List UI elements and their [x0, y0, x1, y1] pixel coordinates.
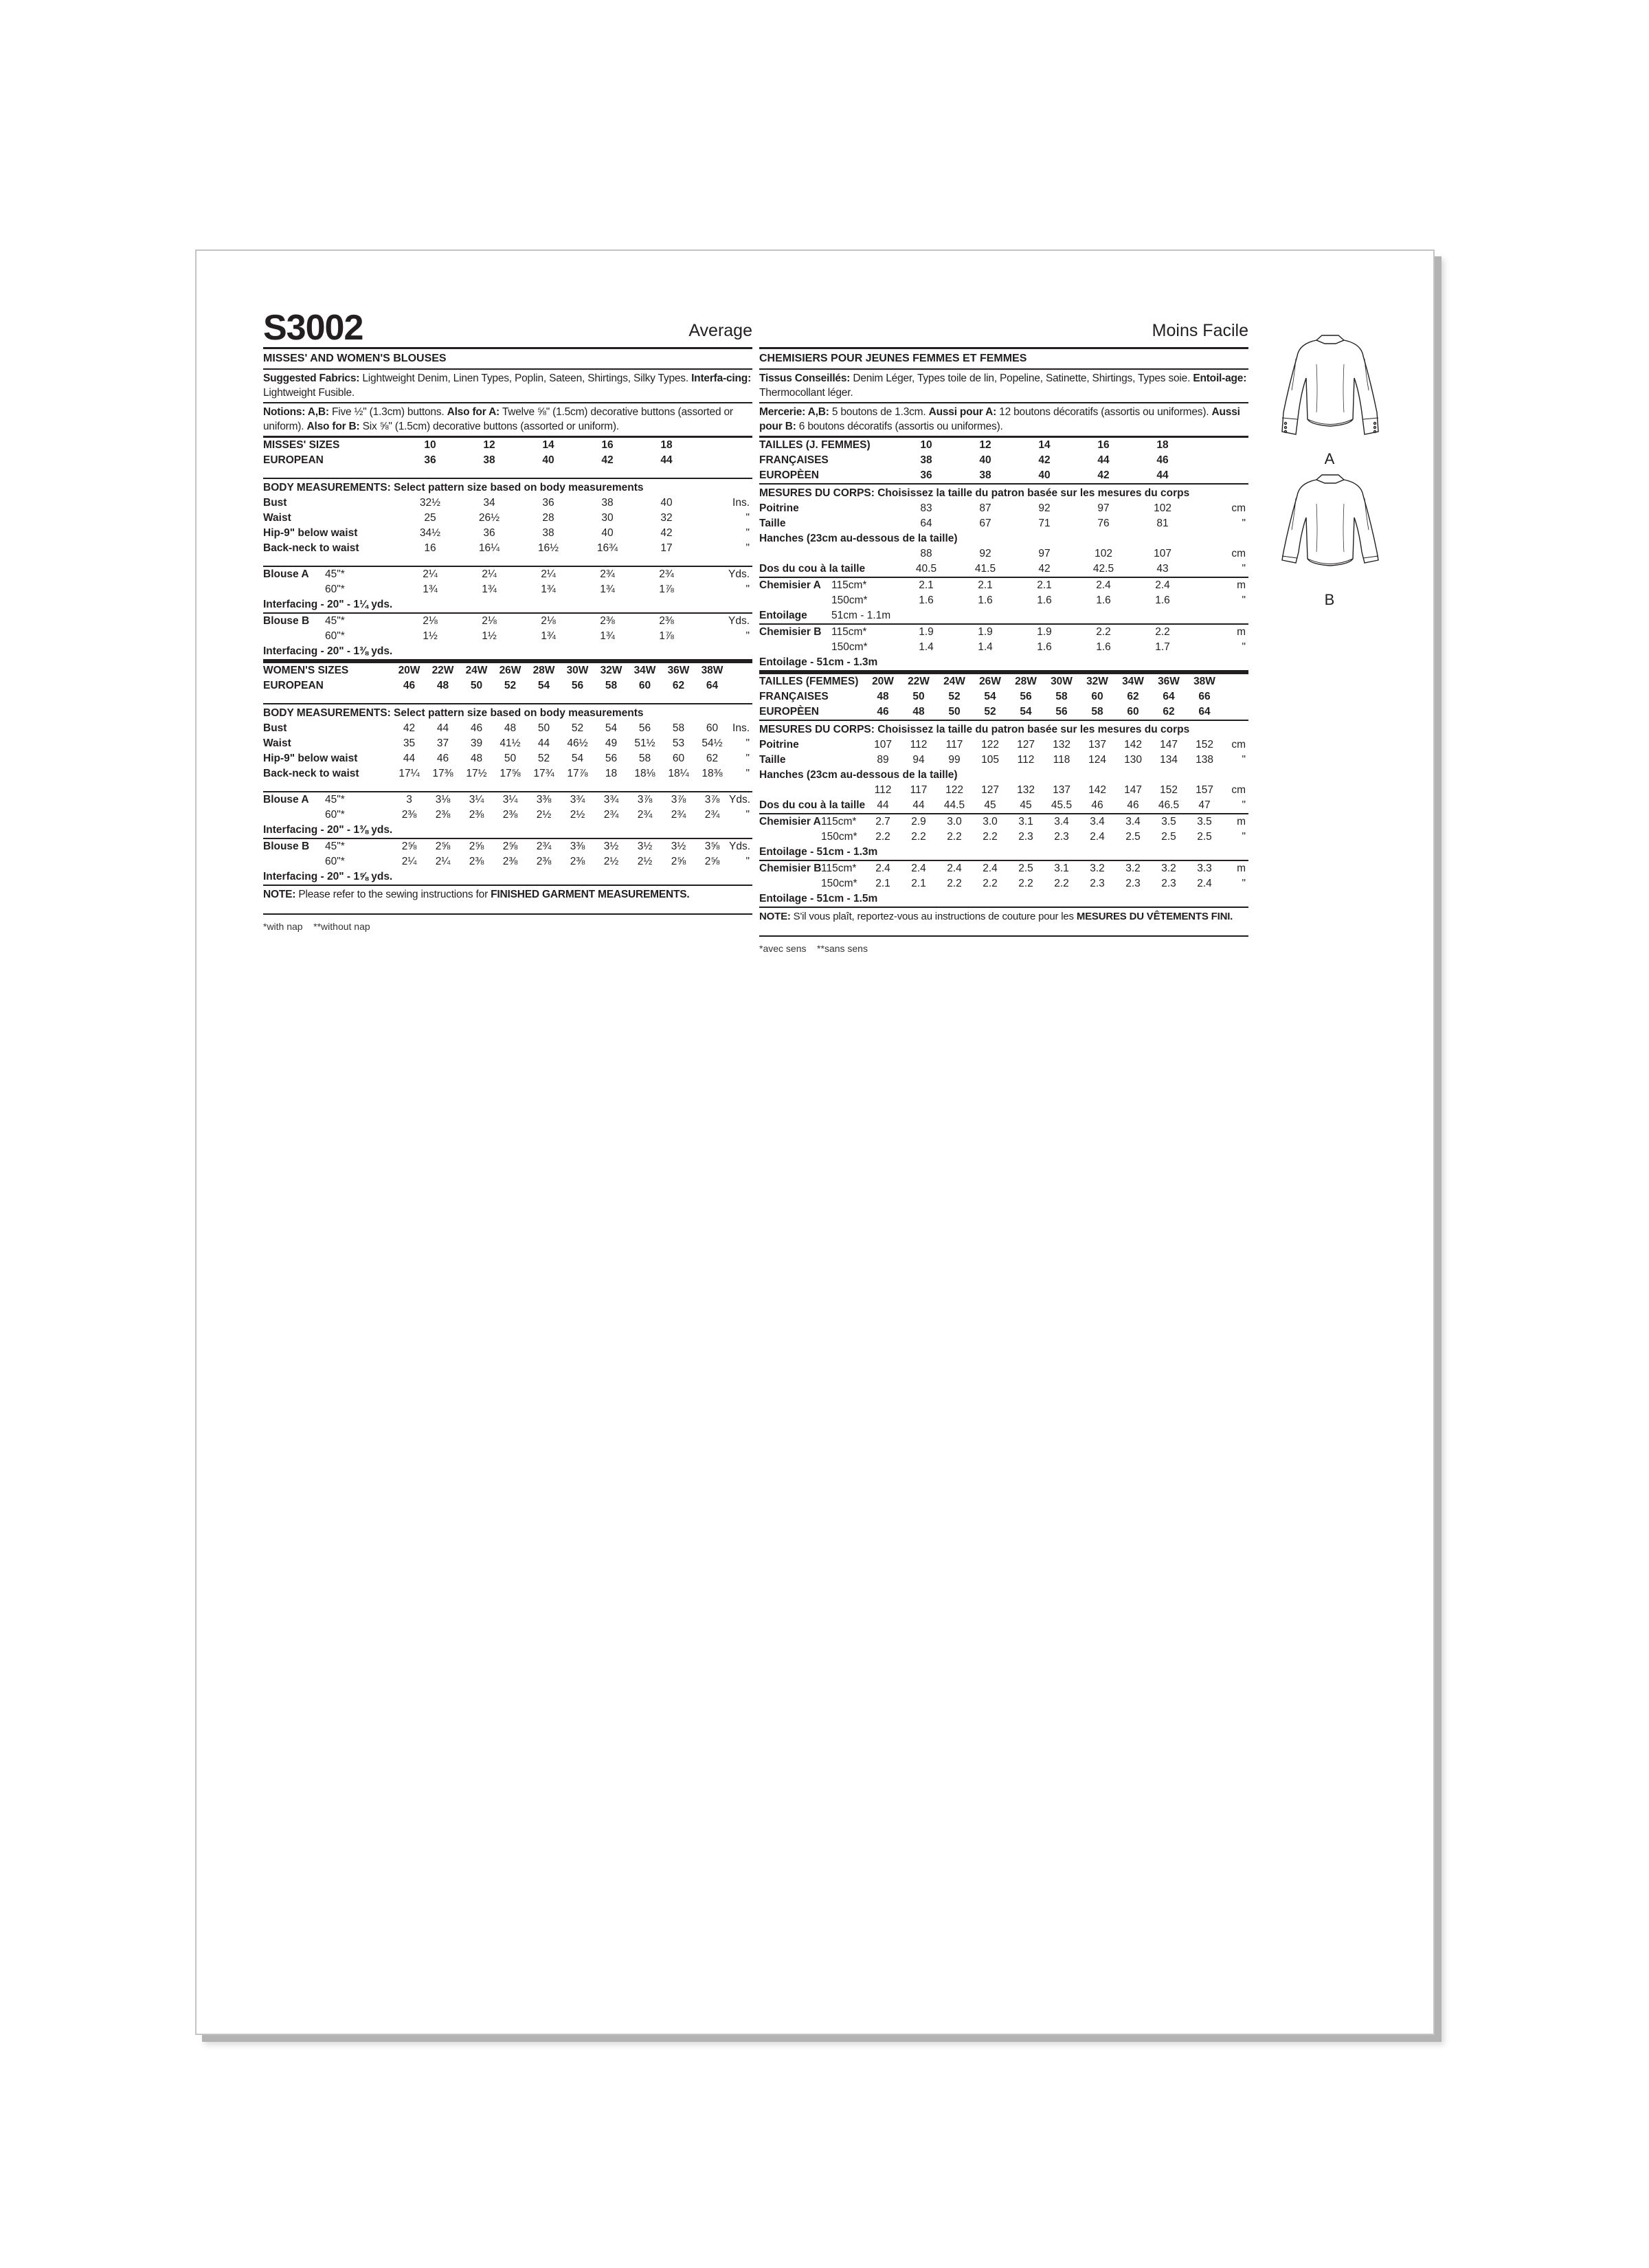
table-row: Blouse B 45"* 2⅛ 2⅛ 2⅛ 2⅜ 2⅜ Yds.: [263, 615, 750, 627]
women-blouse-b-yardage: [263, 839, 752, 885]
finished-measurements-note: NOTE: Please refer to the sewing instructions for FINISHED GARMENT MEASUREMENTS.: [263, 889, 690, 900]
french-column: [759, 347, 1248, 956]
table-row: Chemisier A 115cm* 2.1 2.1 2.1 2.4 2.4 m: [759, 579, 1246, 591]
table-row: Back-neck to waist 16 16¼ 16½ 16¾ 17 ": [263, 542, 750, 554]
interfacing-line: Interfacing - 20" - 1⅜ yds.: [263, 824, 393, 836]
table-row: EUROPEAN 36 38 40 42 44: [263, 454, 673, 466]
table-row: 150cm* 2.2 2.2 2.2 2.2 2.3 2.3 2.4 2.5 2.5 2.5 ": [821, 831, 1246, 843]
table-row: Blouse B 45"* 2⅝ 2⅝ 2⅝ 2⅝ 2¾ 3⅜ 3½ 3½ 3½ 3⅝ Yds.: [263, 841, 751, 852]
mercerie: Mercerie: A,B: 5 boutons de 1.3cm. Aussi pour A: 12 boutons décoratifs (assortis ou uniformes). Aussi pour B: 6 boutons décoratifs (assortis ou uniformes).: [759, 406, 1240, 432]
english-title: MISSES' AND WOMEN'S BLOUSES: [263, 353, 447, 364]
finished-measurements-note-fr: NOTE: S'il vous plaît, reportez-vous au instructions de couture pour les MESURES DU VÊTEMENTS FINI.: [759, 911, 1233, 922]
women-blouse-a-yardage: [263, 792, 752, 838]
french-misses-sizes-table: [759, 438, 1248, 483]
french-women-chemisier-b: Chemisier B 115cm* 2.4 2.4 2.4 2.4 2.5 3.1 3.2 3.2 3.2 3.3 m 150cm* 2.1 2.1 2.2 2.2 2.2 2.2 2.3 2.3 2.3 2.4 " Entoilage - 51cm - 1.5m: [759, 861, 1248, 907]
table-row: FRANÇAISES 38 40 42 44 46: [759, 454, 1169, 466]
sens-footnote: *avec sens **sans sens: [759, 943, 868, 954]
table-row: Chemisier B 115cm* 1.9 1.9 1.9 2.2 2.2 m: [759, 626, 1246, 638]
blouse-b-illustration: [1268, 463, 1392, 590]
french-title: CHEMISIERS POUR JEUNES FEMMES ET FEMMES: [759, 353, 1027, 364]
women-sizes-table: [263, 663, 752, 693]
mesures-du-corps-heading: MESURES DU CORPS: Choisissez la taille du patron basée sur les mesures du corps: [759, 724, 1190, 735]
french-women-chemisier-a: Chemisier A 115cm* 2.7 2.9 3.0 3.0 3.1 3.4 3.4 3.4 3.5 3.5 m 150cm* 2.2 2.2 2.2 2.2 2.3 2.3 2.4 2.5 2.5 2.5 " Entoilage - 51cm - 1.3m: [759, 814, 1248, 860]
table-row: 60"* 2¼ 2¼ 2⅜ 2⅜ 2⅜ 2⅜ 2½ 2½ 2⅝ 2⅝ ": [325, 856, 750, 867]
table-row: TAILLES (FEMMES) 20W 22W 24W 26W 28W 30W 32W 34W 36W 38W: [759, 676, 1215, 687]
table-row: WOMEN'S SIZES 20W 22W 24W 26W 28W 30W 32W 34W 36W 38W: [263, 665, 723, 676]
table-row: 150cm* 2.1 2.1 2.2 2.2 2.2 2.2 2.3 2.3 2.3 2.4 ": [821, 878, 1246, 889]
difficulty-english: Average: [688, 321, 752, 340]
interfacing-line: Interfacing - 20" - 1⅜ yds.: [263, 645, 393, 657]
blouse-back-view-icon: [1268, 323, 1392, 447]
table-row: Bust 32½ 34 36 38 40 Ins.: [263, 497, 750, 509]
table-row: Hip-9" below waist 44 46 48 50 52 54 56 58 60 62 ": [263, 753, 750, 764]
table-row: 150cm* 1.6 1.6 1.6 1.6 1.6 ": [831, 594, 1246, 606]
interfacing-line: Interfacing - 20" - 1¼ yds.: [263, 599, 393, 610]
table-row: Taille 89 94 99 105 112 118 124 130 134 138 ": [759, 754, 1246, 766]
view-a-label: A: [1324, 450, 1335, 467]
table-row: 88 92 97 102 107 cm: [920, 548, 1246, 559]
body-measurements-heading: BODY MEASUREMENTS: Select pattern size based on body measurements: [263, 482, 644, 493]
nap-footnote: *with nap **without nap: [263, 921, 370, 932]
table-row: Dos du cou à la taille 44 44 44.5 45 45 45.5 46 46 46.5 47 ": [759, 799, 1246, 811]
table-row: Hip-9" below waist 34½ 36 38 40 42 ": [263, 527, 750, 539]
table-row: 60"* 1½ 1½ 1¾ 1¾ 1⅞ ": [325, 630, 750, 642]
blouse-back-view-icon: [1268, 463, 1392, 586]
table-row: Back-neck to waist 17¼ 17⅜ 17½ 17⅝ 17¾ 17⅞ 18 18⅛ 18¼ 18⅜ ": [263, 768, 750, 779]
view-b-label: B: [1324, 591, 1335, 608]
french-women-sizes-table: [759, 674, 1248, 720]
french-misses-chemisier-b: Chemisier B 115cm* 1.9 1.9 1.9 2.2 2.2 m 150cm* 1.4 1.4 1.6 1.6 1.7 " Entoilage - 51cm - 1.3m: [759, 625, 1248, 670]
table-row: 112 117 122 127 132 137 142 147 152 157 cm: [874, 784, 1246, 796]
pattern-envelope-back: [195, 249, 1435, 2035]
body-measurements-heading: BODY MEASUREMENTS: Select pattern size based on body measurements: [263, 707, 644, 719]
suggested-fabrics: Suggested Fabrics: Lightweight Denim, Linen Types, Poplin, Sateen, Shirtings, Silky Types. Interfa-cing: Lightweight Fusible.: [263, 373, 752, 399]
table-row: Chemisier A 115cm* 2.7 2.9 3.0 3.0 3.1 3.4 3.4 3.4 3.5 3.5 m: [759, 816, 1246, 827]
difficulty-french: Moins Facile: [1152, 321, 1248, 340]
table-row: Waist 35 37 39 41½ 44 46½ 49 51½ 53 54½ ": [263, 737, 750, 749]
table-row: Chemisier B 115cm* 2.4 2.4 2.4 2.4 2.5 3.1 3.2 3.2 3.2 3.3 m: [759, 863, 1246, 874]
table-row: FRANÇAISES 48 50 52 54 56 58 60 62 64 66: [759, 691, 1211, 702]
table-row: Blouse A 45"* 2¼ 2¼ 2¼ 2¾ 2¾ Yds.: [263, 568, 750, 580]
table-row: TAILLES (J. FEMMES) 10 12 14 16 18: [759, 439, 1169, 451]
misses-body-measurements: [263, 496, 752, 556]
tissus-conseilles: Tissus Conseillés: Denim Léger, Types toile de lin, Popeline, Satinette, Shirtings, Types soie. Entoil-age: Thermocollant léger.: [759, 373, 1247, 399]
table-row: 60"* 1¾ 1¾ 1¾ 1¾ 1⅞ ": [325, 583, 750, 595]
table-row: MISSES' SIZES 10 12 14 16 18: [263, 439, 673, 451]
table-row: Poitrine 107 112 117 122 127 132 137 142 147 152 cm: [759, 739, 1246, 751]
table-row: Taille 64 67 71 76 81 ": [759, 518, 1246, 529]
french-misses-body-measurements: Poitrine 83 87 92 97 102 cm Taille 64 67 71 76 81 " Hanches (23cm au-dessous de la taille) 88 92 97 102 107 cm Dos du cou à la taille 40.5 41.5 42 42.5 43 ": [759, 501, 1248, 577]
table-row: Bust 42 44 46 48 50 52 54 56 58 60 Ins.: [263, 722, 750, 734]
french-misses-chemisier-a: Chemisier A 115cm* 2.1 2.1 2.1 2.4 2.4 m 150cm* 1.6 1.6 1.6 1.6 1.6 " Entoilage 51cm - 1.1m: [759, 578, 1248, 623]
table-row: Waist 25 26½ 28 30 32 ": [263, 512, 750, 524]
table-row: Blouse A 45"* 3 3⅛ 3¼ 3¼ 3⅜ 3¾ 3¾ 3⅞ 3⅞ 3⅞ Yds.: [263, 794, 751, 805]
table-row: Dos du cou à la taille 40.5 41.5 42 42.5 43 ": [759, 563, 1246, 575]
blouse-a-illustration: [1268, 323, 1392, 450]
mesures-du-corps-heading: MESURES DU CORPS: Choisissez la taille du patron basée sur les mesures du corps: [759, 487, 1190, 499]
pattern-number: S3002: [263, 308, 363, 348]
misses-sizes-table: [263, 438, 752, 468]
misses-blouse-a-yardage: [263, 567, 752, 612]
english-column: [263, 347, 752, 934]
women-body-measurements: [263, 721, 752, 781]
french-women-body-measurements: Poitrine 107 112 117 122 127 132 137 142 147 152 cm Taille 89 94 99 105 112 118 124 130 134 138 " Hanches (23cm au-dessous de la taille) 112 117 122 127 132 137 142 147 152 157 cm Dos du cou à la taille 44 44 44.5 45 45 45.5 46 46 46.5 47 ": [759, 737, 1248, 813]
table-row: Poitrine 83 87 92 97 102 cm: [759, 502, 1246, 514]
notions: Notions: A,B: Five ½" (1.3cm) buttons. Also for A: Twelve ⅝" (1.5cm) decorative buttons (assorted or uniform). Also for B: Six ⅝" (1.5cm) decorative buttons (assorted or uniform).: [263, 406, 733, 432]
table-row: EUROPÈEN 46 48 50 52 54 56 58 60 62 64: [759, 706, 1211, 718]
table-row: EUROPEAN 46 48 50 52 54 56 58 60 62 64: [263, 680, 719, 691]
table-row: 60"* 2⅜ 2⅜ 2⅜ 2⅜ 2½ 2½ 2¾ 2¾ 2¾ 2¾ ": [325, 809, 750, 821]
interfacing-line: Interfacing - 20" - 1⅝ yds.: [263, 871, 393, 882]
table-row: 150cm* 1.4 1.4 1.6 1.6 1.7 ": [831, 641, 1246, 653]
misses-blouse-b-yardage: [263, 614, 752, 659]
table-row: EUROPÈEN 36 38 40 42 44: [759, 469, 1169, 481]
